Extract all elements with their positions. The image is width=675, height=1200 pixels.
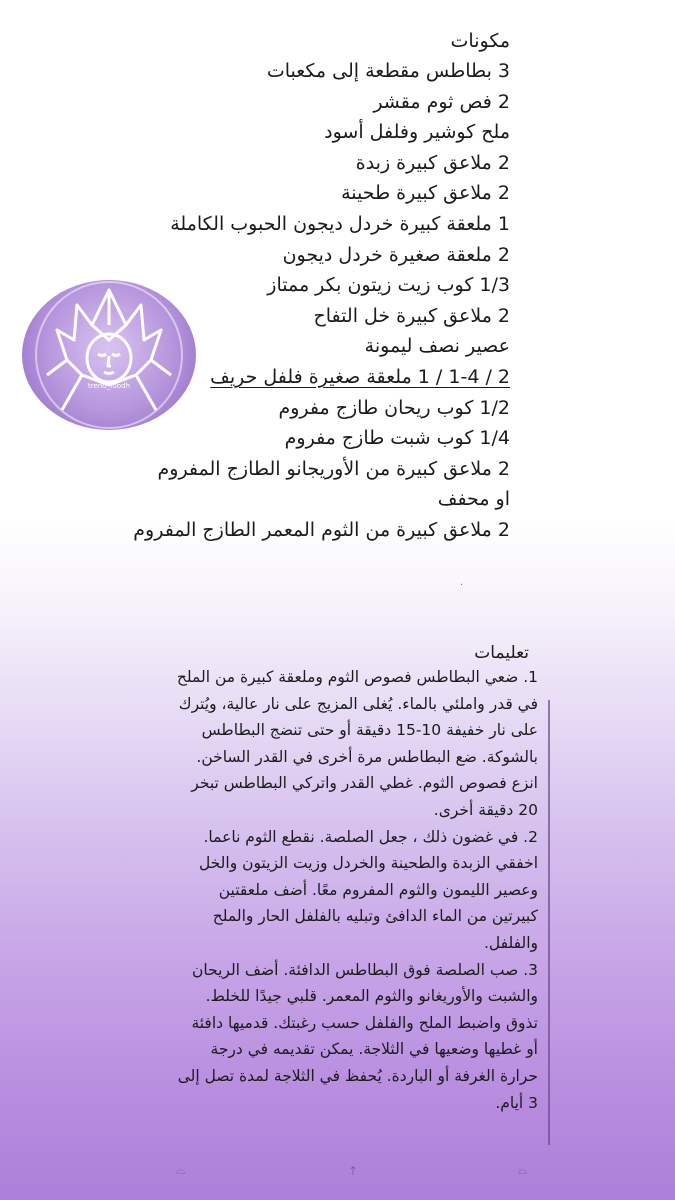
ingredient-item: 1/2 كوب ريحان طازج مفروم — [278, 396, 510, 419]
dot-mark: · — [460, 580, 464, 591]
underline-icon[interactable]: ⌓ — [176, 1163, 186, 1177]
ingredient-item: 1/3 كوب زيت زيتون بكر ممتاز — [267, 274, 510, 297]
ingredient-item: 2 ملاعق كبيرة من الأوريجانو الطازج المفروم او محفف — [157, 457, 510, 511]
ingredients-title: مكونات — [450, 30, 510, 52]
ingredient-item: 1/4 كوب شبت طازج مفروم — [284, 427, 510, 450]
underline-icon[interactable]: ⌓ — [518, 1163, 528, 1177]
logo-handle-text: trend_foodh — [87, 382, 131, 390]
instruction-step: 1. ضعي البطاطس فصوص الثوم وملعقة كبيرة من الملح في قدر واملئي بالماء. يُغلى المزيج على نار عالية، ويُترك على نار خفيفة 10-15 دقيقة أو حتى تنضج البطاطس بالشوكة. ضع البطاطس مرة أخرى في القدر الساخن. انزع فصوص الثوم. غطي القدر واتركي البطاطس تبخر 20 دقيقة أخرى. — [176, 668, 538, 819]
ingredient-item: 2 فص ثوم مقشر — [373, 90, 510, 113]
ingredient-item: عصير نصف ليمونة — [364, 335, 510, 358]
ingredient-item: 2 ملاعق كبيرة من الثوم المعمر الطازج المفروم — [133, 518, 510, 541]
instruction-step: 2. في غضون ذلك ، جعل الصلصة. نقطع الثوم ناعما. اخفقي الزبدة والطحينة والخردل وزيت الزيتون والخل وعصير الليمون والثوم المفروم معًا. أضف ملعقتين كبيرتين من الماء الدافئ وتبليه بالفلفل الحار والملح والفلفل. — [198, 827, 538, 952]
ingredient-item: ملح كوشير وفلفل أسود — [324, 121, 510, 144]
ingredient-item-text: 2 / 1-4 / 1 ملعقة صغيرة فلفل حريف — [210, 365, 510, 388]
ingredient-item: 1 ملعقة كبيرة خردل ديجون الحبوب الكاملة — [170, 212, 510, 235]
ingredient-item: 2 ملاعق كبيرة خل التفاح — [313, 304, 510, 327]
bottom-toolbar — [0, 1154, 675, 1200]
instructions-body — [176, 664, 538, 1116]
arrow-up-icon[interactable]: ↑ — [348, 1164, 359, 1178]
text-edge-bar — [548, 700, 550, 1145]
instruction-step: 3. صب الصلصة فوق البطاطس الدافئة. أضف الريحان والشبت والأوريغانو والثوم المعمر. قلبي جيدًا للخلط. تذوق واضبط الملح والفلفل حسب رغبتك. قدميها دافئة أو غطيها وضعيها في الثلاجة. يمكن تقديمه في درجة حرارة الغرفة أو الباردة. يُحفظ في الثلاجة لمدة تصل إلى 3 أيام. — [177, 960, 538, 1112]
brand-logo — [22, 280, 196, 430]
ingredient-item: 3 بطاطس مقطعة إلى مكعبات — [266, 60, 510, 82]
crowned-face-logo-icon — [22, 280, 196, 430]
ingredient-item: 2 ملاعق كبيرة طحينة — [341, 182, 510, 205]
instructions-title: تعليمات — [474, 643, 529, 663]
ingredient-item: 2 ملعقة صغيرة خردل ديجون — [282, 243, 510, 266]
ingredient-item: 2 ملاعق كبيرة زبدة — [355, 151, 510, 174]
